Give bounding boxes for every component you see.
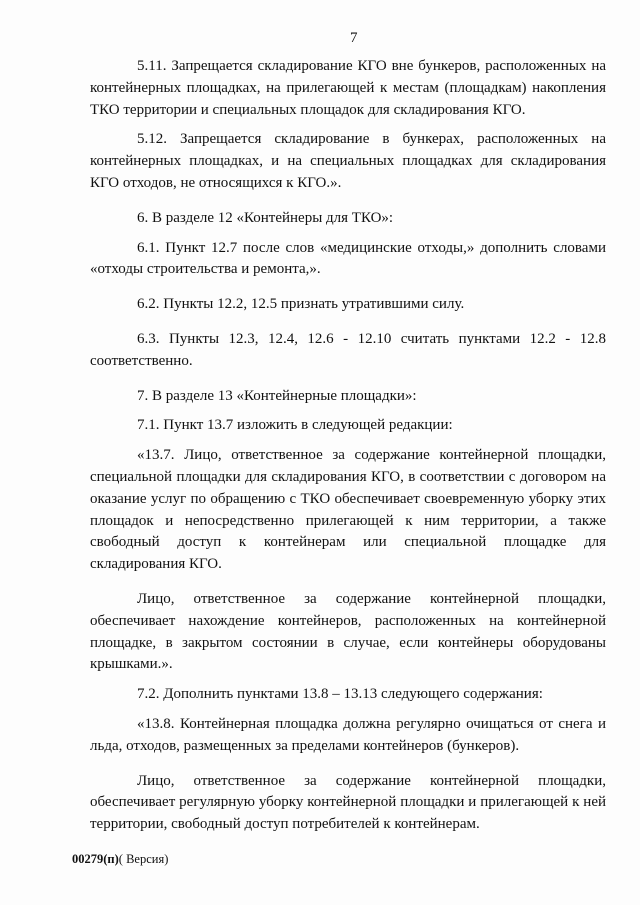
- footer-version: ( Версия): [118, 852, 169, 866]
- paragraph-7-2: 7.2. Дополнить пунктами 13.8 – 13.13 следующего содержания:: [137, 686, 543, 703]
- paragraph-13-7-responsible: Лицо, ответственное за содержание контейнерной площадки, обеспечивает нахождение контейнеров, расположенных на контейнерной площадке, в закрытом состоянии в случае, если контейнеры оборудованы крышками.».: [90, 590, 606, 673]
- paragraph-13-8-responsible: Лицо, ответственное за содержание контейнерной площадки, обеспечивает регулярную уборку контейнерной площадки и прилегающей к ней территории, свободный доступ потребителей к контейнерам.: [90, 772, 606, 833]
- document-footer: [72, 852, 168, 867]
- paragraph-7: 7. В разделе 13 «Контейнерные площадки»:: [137, 387, 417, 404]
- paragraph-5-12: 5.12. Запрещается складирование в бункерах, расположенных на контейнерных площадках, и на специальных площадках для складирования КГО отходов, не относящихся к КГО.».: [90, 131, 606, 191]
- paragraph-5-11: 5.11. Запрещается складирование КГО вне бункеров, расположенных на контейнерных площадках, на прилегающей к местам (площадкам) накопления ТКО территории и специальных площадок для складирования КГО.: [90, 58, 606, 118]
- paragraph-7-1: 7.1. Пункт 13.7 изложить в следующей редакции:: [137, 417, 453, 434]
- document-body: [90, 56, 606, 836]
- paragraph-6-1: 6.1. Пункт 12.7 после слов «медицинские отходы,» дополнить словами «отходы строительства и ремонта,».: [90, 239, 606, 278]
- paragraph-6-3: 6.3. Пункты 12.3, 12.4, 12.6 - 12.10 считать пунктами 12.2 - 12.8 соответственно.: [90, 330, 606, 369]
- page-number: 7: [350, 30, 358, 46]
- paragraph-13-7: «13.7. Лицо, ответственное за содержание контейнерной площадки, специальной площадки для складирования КГО, в соответствии с договором на оказание услуг по обращению с ТКО обеспечивает своевременную уборку этих площадок и непосредственно прилегающей к ним территории, а также свободный доступ к контейнерам или специальной площадке для складирования КГО.: [90, 447, 606, 573]
- footer-code: 00279(п): [72, 852, 119, 866]
- paragraph-6-2: 6.2. Пункты 12.2, 12.5 признать утратившими силу.: [137, 296, 465, 313]
- paragraph-6: 6. В разделе 12 «Контейнеры для ТКО»:: [137, 209, 394, 226]
- paragraph-13-8: «13.8. Контейнерная площадка должна регулярно очищаться от снега и льда, отходов, размещенных за пределами контейнеров (бункеров).: [90, 715, 606, 754]
